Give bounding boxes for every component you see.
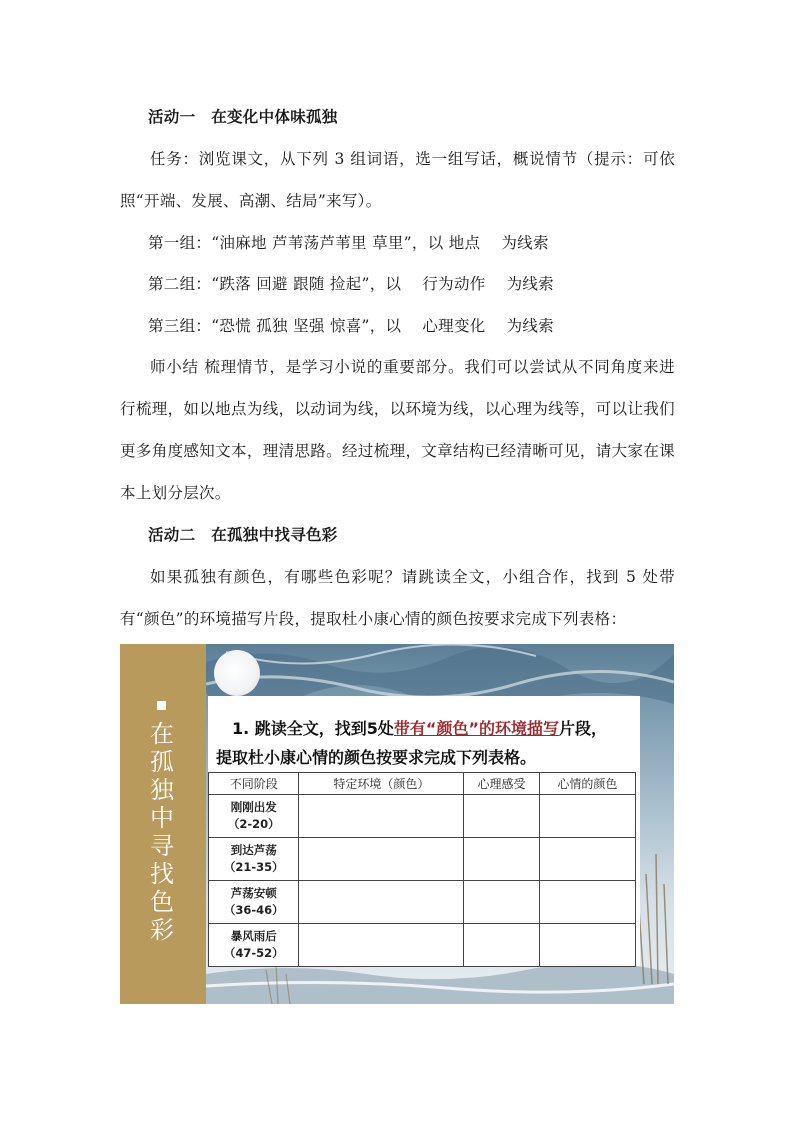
stage-cell: 刚刚出发 （2-20）	[209, 795, 299, 838]
slide-band-title: 在孤独中寻找色彩	[150, 720, 174, 944]
slide-task-line-2: 提取杜小康心情的颜色按要求完成下列表格。	[216, 748, 537, 767]
task-prefix: 1. 跳读全文，找到5处	[232, 719, 394, 738]
table-row	[209, 881, 636, 924]
empty-cell	[299, 881, 464, 924]
column-header: 特定环境（颜色）	[299, 773, 464, 795]
table-row	[209, 795, 636, 838]
stage-cell: 到达芦荡 （21-35）	[209, 838, 299, 881]
stage-cell: 暴风雨后 （47-52）	[209, 924, 299, 967]
moon-graphic	[214, 650, 260, 696]
column-header: 心理感受	[464, 773, 539, 795]
table-row	[209, 924, 636, 967]
column-header: 心情的颜色	[539, 773, 635, 795]
activity2-heading: 活动二 在孤独中找寻色彩	[148, 525, 338, 544]
empty-cell	[299, 924, 464, 967]
slide-side-band	[120, 644, 206, 1004]
empty-cell	[299, 795, 464, 838]
empty-cell	[299, 838, 464, 881]
square-bullet-icon	[157, 701, 166, 710]
empty-cell	[539, 924, 635, 967]
empty-cell	[539, 881, 635, 924]
table-row	[209, 838, 636, 881]
activity1-task: 任务：浏览课文，从下列 3 组词语，选一组写话，概说情节（提示：可依照“开端、发展、高潮、结局”来写）。	[120, 150, 675, 210]
slide-task-line-1	[232, 716, 607, 739]
empty-cell	[539, 838, 635, 881]
empty-cell	[464, 795, 539, 838]
lesson-slide-image	[120, 644, 674, 1004]
empty-cell	[539, 795, 635, 838]
color-worksheet-table	[208, 772, 636, 967]
task-suffix: 片段，	[558, 719, 607, 738]
empty-cell	[464, 838, 539, 881]
group-1-line: 第一组：“油麻地 芦苇荡芦苇里 草里”，以 地点 为线索	[148, 234, 549, 252]
empty-cell	[464, 881, 539, 924]
column-header: 不同阶段	[209, 773, 299, 795]
table-header-row	[209, 773, 636, 795]
empty-cell	[464, 924, 539, 967]
activity2-intro: 如果孤独有颜色，有哪些色彩呢？请跳读全文，小组合作，找到 5 处带有“颜色”的环境描写片段，提取杜小康心情的颜色按要求完成下列表格：	[120, 568, 675, 628]
group-2-line: 第二组：“跌落 回避 跟随 捡起”，以 行为动作 为线索	[148, 275, 554, 293]
teacher-summary: 师小结 梳理情节，是学习小说的重要部分。我们可以尝试从不同角度来进行梳理，如以地点为线，以动词为线，以环境为线，以心理为线等，可以让我们更多角度感知文本，理清思路。经过梳理，文章结构已经清晰可见，请大家在课本上划分层次。	[120, 358, 675, 502]
group-3-line: 第三组：“恐慌 孤独 坚强 惊喜”，以 心理变化 为线索	[148, 317, 554, 335]
activity1-heading: 活动一 在变化中体味孤独	[148, 107, 338, 126]
task-highlight: 带有“颜色”的环境描写	[393, 719, 559, 738]
stage-cell: 芦荡安顿 （36-46）	[209, 881, 299, 924]
